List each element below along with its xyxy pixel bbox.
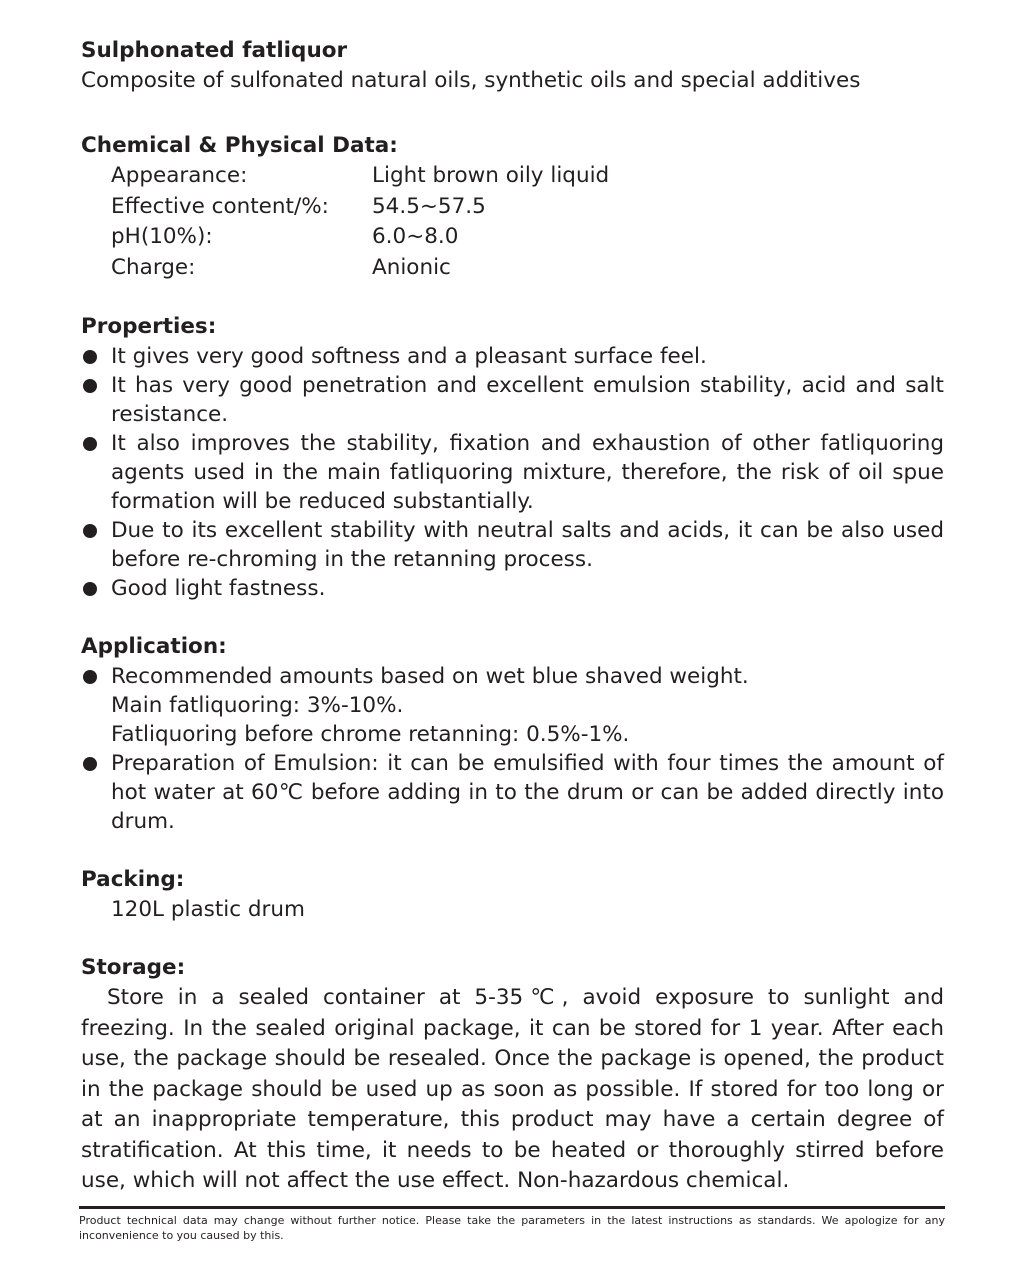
application-line: Main fatliquoring: 3%-10%. bbox=[111, 693, 404, 718]
chem-heading: Chemical & Physical Data: bbox=[81, 133, 398, 158]
chem-row bbox=[81, 222, 944, 253]
chem-value: Anionic bbox=[372, 254, 451, 280]
chem-label: Charge: bbox=[111, 254, 196, 280]
footer-note: Product technical data may change without further notice. Please take the parameters in the latest instructions as standards. We apologize for any inconvenience to you caused by this. bbox=[79, 1214, 945, 1242]
list-item bbox=[81, 342, 944, 371]
chem-value: 54.5~57.5 bbox=[372, 193, 486, 219]
application-heading: Application: bbox=[81, 634, 227, 659]
chem-label: pH(10%): bbox=[111, 224, 213, 249]
chem-row bbox=[81, 253, 944, 284]
list-item-text: It gives very good softness and a pleasant surface feel. bbox=[111, 344, 707, 369]
application-list bbox=[81, 662, 944, 836]
properties-heading: Properties: bbox=[81, 314, 217, 339]
packing-heading: Packing: bbox=[81, 867, 185, 892]
bullet-icon bbox=[81, 662, 111, 749]
list-item bbox=[81, 429, 944, 516]
bullet-icon bbox=[81, 574, 111, 603]
bullet-icon bbox=[81, 516, 111, 574]
list-item bbox=[81, 662, 944, 749]
list-item-text: Preparation of Emulsion: it can be emulsified with four times the amount of hot water at 60℃ before adding in to the drum or can be added directly into drum. bbox=[111, 751, 944, 834]
list-item-text: Due to its excellent stability with neutral salts and acids, it can be also used before re-chroming in the retanning process. bbox=[111, 518, 944, 572]
footer-divider bbox=[79, 1206, 945, 1209]
chem-value: 6.0~8.0 bbox=[372, 224, 459, 249]
bullet-icon bbox=[81, 749, 111, 836]
packing-text: 120L plastic drum bbox=[111, 897, 305, 922]
bullet-icon bbox=[81, 371, 111, 429]
list-item-text: It has very good penetration and excellent emulsion stability, acid and salt resistance. bbox=[111, 373, 944, 427]
list-item bbox=[81, 516, 944, 574]
list-item-text: Good light fastness. bbox=[111, 576, 326, 601]
chem-table bbox=[81, 161, 944, 283]
product-subtitle: Composite of sulfonated natural oils, synthetic oils and special additives bbox=[81, 68, 861, 93]
application-line: Fatliquoring before chrome retanning: 0.5%-1%. bbox=[111, 722, 630, 747]
storage-text: Store in a sealed container at 5-35℃, avoid exposure to sunlight and freezing. In the sealed original package, it can be stored for 1 year. After each use, the package should be resealed. Once the package is opened, the product in the package should be used up as soon as possible. If stored for too long or at an inappropriate temperature, this product may have a certain degree of stratification. At this time, it needs to be heated or thoroughly stirred before use, which will not affect the use effect. Non-hazardous chemical. bbox=[81, 985, 944, 1193]
list-item-text: It also improves the stability, fixation and exhaustion of other fatliquoring agents used in the main fatliquoring mixture, therefore, the risk of oil spue formation will be reduced substantially. bbox=[111, 431, 944, 514]
list-item bbox=[81, 749, 944, 836]
list-item-text-group bbox=[111, 662, 944, 749]
application-line: Recommended amounts based on wet blue shaved weight. bbox=[111, 664, 749, 689]
product-title: Sulphonated fatliquor bbox=[81, 38, 348, 63]
chem-row bbox=[81, 192, 944, 223]
chem-value: Light brown oily liquid bbox=[372, 163, 610, 188]
list-item bbox=[81, 574, 944, 603]
chem-label: Appearance: bbox=[111, 163, 248, 188]
properties-list bbox=[81, 342, 944, 603]
bullet-icon bbox=[81, 429, 111, 516]
document-body bbox=[81, 36, 944, 1197]
list-item bbox=[81, 371, 944, 429]
chem-label: Effective content/%: bbox=[111, 193, 329, 219]
bullet-icon bbox=[81, 342, 111, 371]
chem-row bbox=[81, 161, 944, 192]
storage-heading: Storage: bbox=[81, 955, 186, 980]
